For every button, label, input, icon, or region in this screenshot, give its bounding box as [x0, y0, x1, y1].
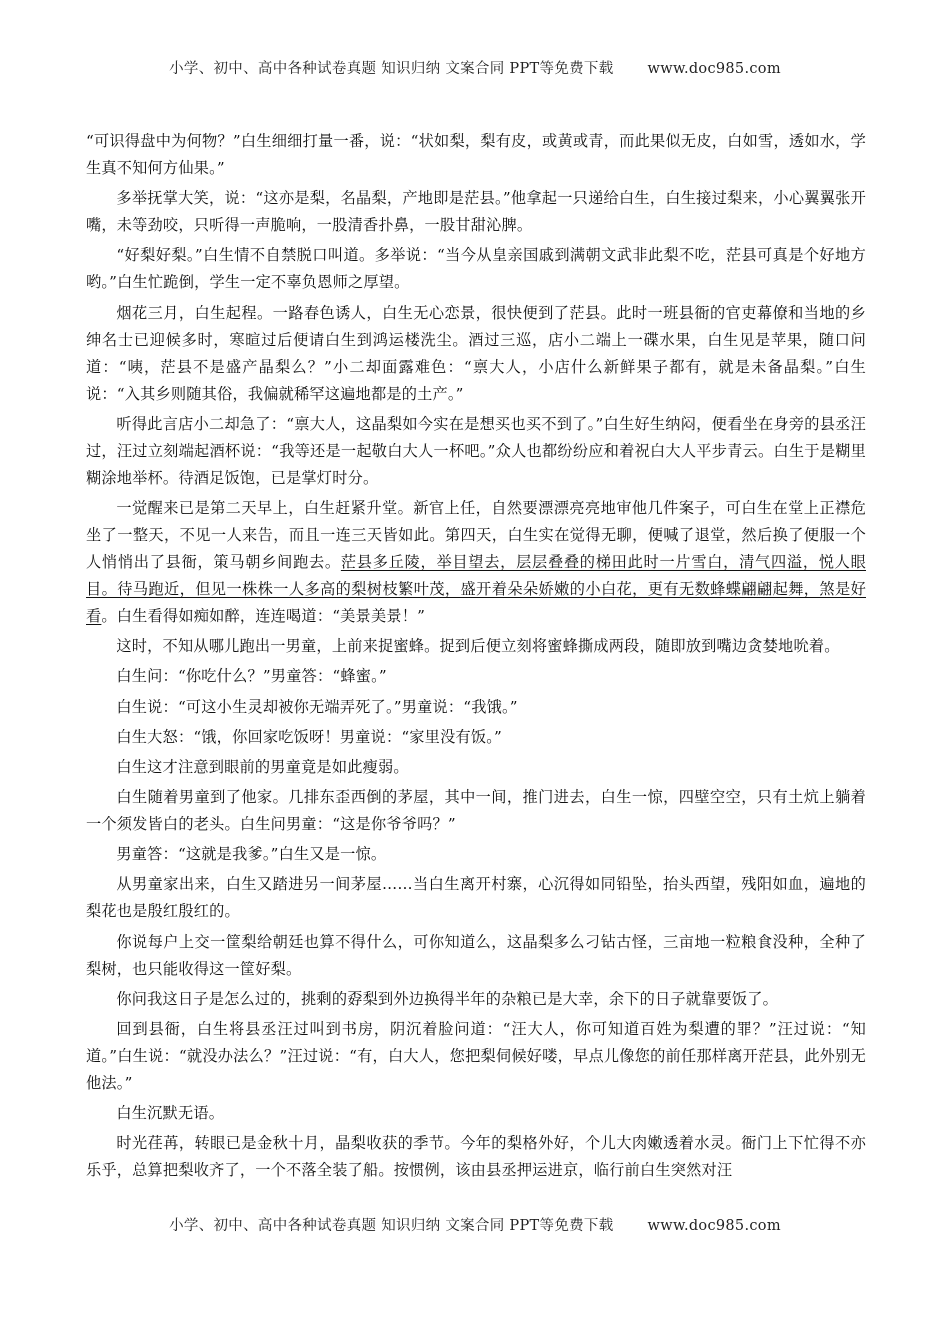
paragraph: 多举抚掌大笑，说：“这亦是梨，名晶梨，产地即是茫县。”他拿起一只递给白生，白生接过梨来，小心翼翼张开嘴，未等劲咬，只听得一声脆响，一股清香扑鼻，一股甘甜沁脾。 [86, 189, 866, 235]
paragraph: 回到县衙，白生将县丞汪过叫到书房，阴沉着脸问道：“汪大人，你可知道百姓为梨遭的罪？”汪过说：“知道。”白生说：“就没办法么？”汪过说：“有，白大人，您把梨伺候好喽，早点儿像您的前任那样离开茫县，此外别无他法。” [86, 1020, 866, 1092]
page-footer [0, 1214, 950, 1235]
paragraph: 烟花三月，白生起程。一路春色诱人，白生无心恋景，很快便到了茫县。此时一班县衙的官吏幕僚和当地的乡绅名士已迎候多时，寒暄过后便请白生到鸿运楼洗尘。酒过三巡，店小二端上一碟水果，白生见是苹果，随口问道：“咦，茫县不是盛产晶梨么？”小二却面露难色：“禀大人，小店什么新鲜果子都有，就是未备晶梨。”白生说：“入其乡则随其俗，我偏就稀罕这遍地都是的土产。” [86, 303, 866, 403]
paragraph: 你说每户上交一筐梨给朝廷也算不得什么，可你知道么，这晶梨多么刁钻古怪，三亩地一粒粮食没种，全种了梨树，也只能收得这一筐好梨。 [86, 932, 866, 978]
paragraph: 时光荏苒，转眼已是金秋十月，晶梨收获的季节。今年的梨格外好，个儿大肉嫩透着水灵。衙门上下忙得不亦乐乎，总算把梨收齐了，一个不落全装了船。按惯例，该由县丞押运进京，临行前白生突然对汪 [86, 1134, 866, 1180]
paragraph: 这时，不知从哪儿跑出一男童，上前来捉蜜蜂。捉到后便立刻将蜜蜂撕成两段，随即放到嘴边贪婪地吮着。 [116, 637, 840, 656]
paragraph: 听得此言店小二却急了：“禀大人，这晶梨如今实在是想买也买不到了。”白生好生纳闷，便看坐在身旁的县丞汪过，汪过立刻端起酒杯说：“我等还是一起敬白大人一杯吧。”众人也都纷纷应和着祝白大人平步青云。白生于是糊里糊涂地举杯。待酒足饭饱，已是掌灯时分。 [86, 414, 866, 487]
header-url[interactable]: www.doc985.com [647, 61, 781, 77]
paragraph: 白生随着男童到了他家。几排东歪西倒的茅屋，其中一间，推门进去，白生一惊，四壁空空，只有土炕上躺着一个须发皆白的老头。白生问男童：“这是你爷爷吗？” [86, 788, 866, 834]
page-header [0, 57, 950, 78]
header-text: 小学、初中、高中各种试卷真题 知识归纳 文案合同 PPT等免费下载 [169, 61, 614, 77]
paragraph: 白生大怒：“饿，你回家吃饭呀！男童说：“家里没有饭。” [116, 727, 502, 746]
paragraph: 白生说：“可这小生灵却被你无端弄死了。”男童说：“我饿。” [116, 697, 518, 716]
paragraph-text: 。白生看得如痴如醉，连连喝道：“美景美景！” [101, 606, 426, 625]
paragraph: “可识得盘中为何物？”白生细细打量一番，说：“状如梨，梨有皮，或黄或青，而此果似无皮，白如雪，透如水，学生真不知何方仙果。” [86, 132, 866, 177]
paragraph: 男童答：“这就是我爹。”白生又是一惊。 [116, 845, 387, 864]
paragraph: 白生沉默无语。 [116, 1104, 225, 1123]
paragraph: 白生这才注意到眼前的男童竟是如此瘦弱。 [116, 757, 409, 776]
footer-text: 小学、初中、高中各种试卷真题 知识归纳 文案合同 PPT等免费下载 [169, 1218, 614, 1234]
paragraph: 你问我这日子是怎么过的，挑剩的孬梨到外边换得半年的杂粮已是大幸，余下的日子就靠要饭了。 [116, 989, 779, 1008]
paragraph: 白生问：“你吃什么？”男童答：“蜂蜜。” [116, 667, 387, 686]
article-body [86, 128, 866, 1188]
paragraph [86, 495, 866, 630]
paragraph: “好梨好梨。”白生情不自禁脱口叫道。多举说：“当今从皇亲国戚到满朝文武非此梨不吃，茫县可真是个好地方哟。”白生忙跪倒，学生一定不辜负恩师之厚望。 [86, 246, 866, 292]
underlined-passage: 茫县多丘陵，举目望去，层层叠叠的梯田此时一片雪白，清气四溢，悦人眼目。待马跑近，但见一株株一人多高的梨树枝繁叶茂，盛开着朵朵娇嫩的小白花，更有无数蜂蝶翩翩起舞，煞是好看 [86, 552, 866, 625]
paragraph-text: 一觉醒来已是第二天早上，白生赶紧升堂。新官上任，自然要漂漂亮亮地审他几件案子，可白生在堂上正襟危坐了一整天，不见一人来告，而且一连三天皆如此。第四天，白生实在觉得无聊，便喊了退堂，然后换了便服一个人悄悄出了县衙，策马朝乡间跑去。 [86, 498, 866, 571]
footer-url[interactable]: www.doc985.com [647, 1218, 781, 1234]
paragraph: 从男童家出来，白生又踏进另一间茅屋……当白生离开村寨，心沉得如同铅坠，抬头西望，残阳如血，遍地的梨花也是殷红殷红的。 [86, 875, 866, 921]
